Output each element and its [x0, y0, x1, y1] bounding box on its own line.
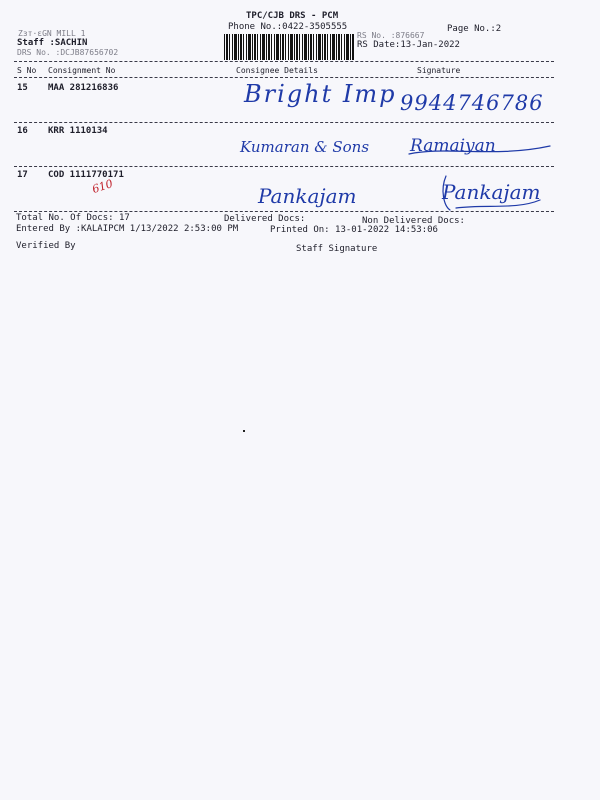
- handwritten-note: 610: [90, 177, 115, 196]
- non-delivered-docs: Non Delivered Docs:: [362, 216, 465, 226]
- divider: [14, 166, 554, 167]
- row-consignment-number: KRR 1110134: [48, 126, 108, 136]
- handwritten-signature: Pankajam: [442, 180, 541, 204]
- column-signature: Signature: [417, 66, 461, 75]
- row-consignment-number: MAA 281216836: [48, 83, 119, 93]
- row-sno: 16: [17, 126, 28, 136]
- row-consignment-number: COD 1111770171: [48, 170, 124, 180]
- signature-flourish: [436, 170, 546, 215]
- page-number: Page No.:2: [447, 24, 502, 34]
- barcode: [224, 34, 354, 60]
- printed-on: Printed On: 13-01-2022 14:53:06: [270, 225, 438, 235]
- divider: [14, 61, 554, 62]
- divider: [14, 77, 554, 78]
- divider: [14, 211, 554, 212]
- signature-flourish: [405, 140, 555, 160]
- staff-name: Staff :SACHIN: [17, 38, 88, 48]
- drs-number: DRS No. :DCJB87656702: [17, 48, 119, 57]
- verified-by: Verified By: [16, 241, 76, 251]
- rs-date: RS Date:13-Jan-2022: [357, 40, 460, 50]
- entered-by: Entered By :KALAIPCM 1/13/2022 2:53:00 PM: [16, 224, 239, 234]
- delivered-docs: Delivered Docs:: [224, 214, 306, 224]
- rs-number: RS No. :876667: [357, 31, 425, 40]
- divider: [14, 122, 554, 123]
- row-sno: 17: [17, 170, 28, 180]
- branch-name: Zзт·ɛGN MILL 1: [18, 29, 86, 38]
- column-consignee: Consignee Details: [236, 66, 318, 75]
- column-consignment: Consignment No: [48, 66, 116, 75]
- total-docs: Total No. Of Docs: 17: [16, 213, 130, 223]
- handwritten-phone: 9944746786: [400, 91, 544, 115]
- handwritten-consignee-name: Pankajam: [258, 184, 357, 208]
- scan-speck: [243, 430, 245, 432]
- phone-number: Phone No.:0422-3505555: [228, 22, 348, 32]
- staff-signature: Staff Signature: [296, 244, 378, 254]
- handwritten-consignee-name: Bright Imp: [244, 80, 397, 108]
- document-title: TPC/CJB DRS - PCM: [246, 11, 339, 21]
- row-sno: 15: [17, 83, 28, 93]
- handwritten-consignee-name: Kumaran & Sons: [240, 138, 370, 156]
- column-sno: S No: [17, 66, 37, 75]
- handwritten-signature: Ramaiyan: [410, 136, 496, 156]
